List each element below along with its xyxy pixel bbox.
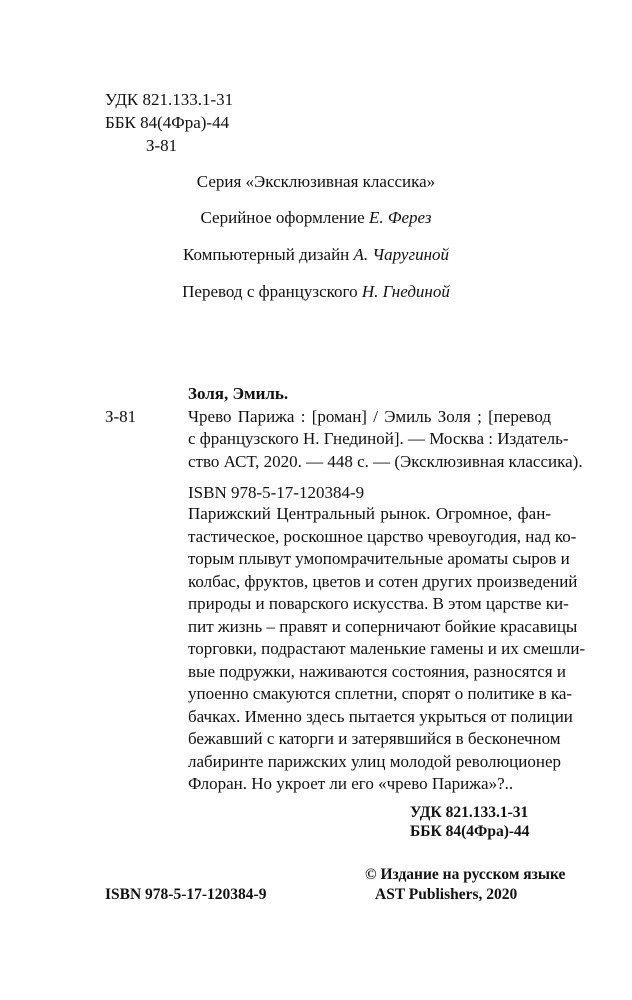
annotation-line: торым плывут умопомрачительные ароматы сыров и [188,549,570,568]
annotation-line: упоенно смакуются сплетни, спорят о политике в ка- [188,684,573,703]
design-label: Серийное оформление [200,208,365,227]
bibliography-line: с французского Н. Гнединой]. — Москва : Издатель- [188,429,569,448]
design-credit [0,207,632,229]
annotation-paragraph [188,503,586,796]
annotation-line: тастическое, роскошное царство чревоугодия, над ко- [188,526,577,546]
translation-credit [0,281,632,303]
translation-name: Н. Гнединой [361,282,450,301]
annotation-line: бежавший с каторги и затерявшийся в бесконечном [188,729,561,748]
bibliography-line: Чрево Парижа : [роман] / Эмиль Золя ; [перевод [188,407,551,426]
annotation-line: бачках. Именно здесь пытается укрыться от полиции [188,706,573,726]
bibliography-author: Золя, Эмиль. [188,384,289,403]
annotation-line: вые подружки, наживаются состояния, разносятся и [188,661,566,681]
annotation-line: колбас, фруктов, цветов и сотен других произведений [188,571,578,591]
series-line: Серия «Эксклюзивная классика» [196,172,436,191]
computer-design-credit [0,244,632,266]
annotation-line: Парижский Центральный рынок. Огромное, фан- [188,504,551,523]
annotation-line: пит жизнь – правят и соперничают бойкие красавицы [188,616,578,636]
computer-design-label: Компьютерный дизайн [182,245,350,264]
bibliography-mark: З-81 [105,407,137,426]
right-udk-code: УДК 821.133.1-31 [410,804,529,821]
copyright-line: © Издание на русском языке [365,866,566,883]
bibliography-isbn: ISBN 978-5-17-120384-9 [188,483,365,502]
publisher-line: AST Publishers, 2020 [375,886,518,903]
annotation-line: природы и поварского искусства. В этом царстве ки- [188,594,569,613]
right-bbk-code: ББК 84(4Фра)-44 [410,823,530,840]
footer-isbn: ISBN 978-5-17-120384-9 [105,886,267,903]
annotation-line: лабиринте парижских улиц молодой революционер [188,751,561,771]
author-mark: З-81 [146,136,178,155]
bibliography-line: ство АСТ, 2020. — 448 с. — (Эксклюзивная классика). [188,452,583,471]
design-name: Е. Ферез [368,208,432,227]
annotation-line: торговки, подрастают маленькие гамены и их смешли- [188,639,586,658]
annotation-line: Флоран. Но укроет ли его «чрево Парижа»?.. [188,774,514,793]
computer-design-name: А. Чаругиной [353,245,450,264]
bbk-code: ББК 84(4Фра)-44 [105,113,230,132]
udk-code: УДК 821.133.1-31 [105,90,234,109]
translation-label: Перевод с французского [182,282,358,301]
